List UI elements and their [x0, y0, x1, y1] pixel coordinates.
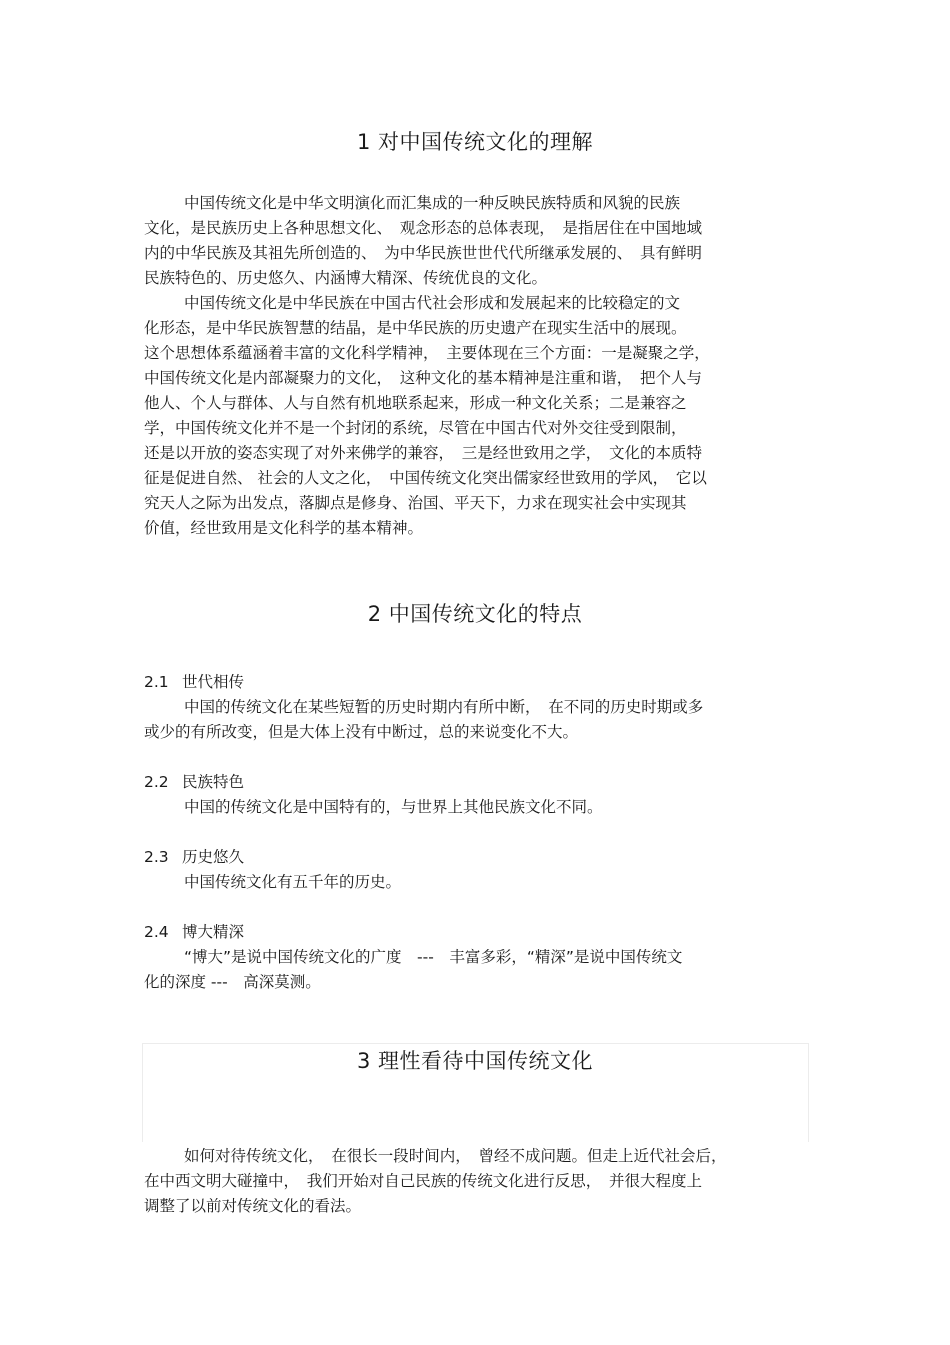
subsection-2-2-body — [144, 795, 809, 820]
paragraph-line: 民族特色的、历史悠久、内涵博大精深、传统优良的文化。 — [144, 269, 548, 287]
subsection-title: 民族特色 — [182, 773, 245, 791]
subsection-2-2-heading — [144, 770, 244, 795]
paragraph-line: 征是促进自然、 社会的人文之化， 中国传统文化突出儒家经世致用的学风， 它以 — [144, 469, 707, 487]
paragraph-line: 如何对待传统文化， 在很长一段时间内， 曾经不成问题。但走上近代社会后， — [184, 1147, 727, 1165]
subsection-title: 博大精深 — [182, 923, 245, 941]
paragraph-line: 他人、个人与群体、人与自然有机地联系起来，形成一种文化关系；二是兼容之 — [144, 394, 687, 412]
section-1-paragraph-1 — [144, 191, 809, 291]
paragraph-line: 中国传统文化是中华文明演化而汇集成的一种反映民族特质和风貌的民族 — [184, 194, 681, 212]
paragraph-line: 中国传统文化是内部凝聚力的文化， 这种文化的基本精神是注重和谐， 把个人与 — [144, 369, 703, 387]
paragraph-line: 中国的传统文化是中国特有的，与世界上其他民族文化不同。 — [184, 798, 603, 816]
subsection-2-1-body — [144, 695, 809, 745]
paragraph-line: 文化，是民族历史上各种思想文化、 观念形态的总体表现， 是指居住在中国地域 — [144, 219, 703, 237]
subsection-number: 2.3 — [144, 848, 169, 866]
section-2-title: 2 中国传统文化的特点 — [367, 602, 583, 626]
subsection-title: 世代相传 — [182, 673, 245, 691]
subsection-number: 2.2 — [144, 773, 169, 791]
paragraph-line: 化的深度 --- 高深莫测。 — [144, 973, 321, 991]
section-1-paragraph-2 — [144, 291, 809, 541]
subsection-2-4-body — [144, 945, 809, 995]
paragraph-line: 究天人之际为出发点，落脚点是修身、治国、平天下，力求在现实社会中实现其 — [144, 494, 687, 512]
section-3-title: 3 理性看待中国传统文化 — [356, 1049, 594, 1073]
subsection-2-3-body — [144, 870, 809, 895]
subsection-2-4-heading — [144, 920, 244, 945]
paragraph-line: “博大”是说中国传统文化的广度 --- 丰富多彩，“精深”是说中国传统文 — [184, 948, 683, 966]
paragraph-line: 还是以开放的姿态实现了对外来佛学的兼容， 三是经世致用之学， 文化的本质特 — [144, 444, 703, 462]
subsection-number: 2.1 — [144, 673, 169, 691]
paragraph-line: 中国传统文化有五千年的历史。 — [184, 873, 402, 891]
section-1-title: 1 对中国传统文化的理解 — [356, 130, 594, 154]
paragraph-line: 学，中国传统文化并不是一个封闭的系统，尽管在中国古代对外交往受到限制， — [144, 419, 687, 437]
paragraph-line: 调整了以前对传统文化的看法。 — [144, 1197, 362, 1215]
paragraph-line: 或少的有所改变，但是大体上没有中断过，总的来说变化不大。 — [144, 723, 579, 741]
paragraph-line: 中国的传统文化在某些短暂的历史时期内有所中断， 在不同的历史时期或多 — [184, 698, 704, 716]
subsection-number: 2.4 — [144, 923, 169, 941]
subsection-title: 历史悠久 — [182, 848, 245, 866]
subsection-2-3-heading — [144, 845, 244, 870]
paragraph-line: 内的中华民族及其祖先所创造的、 为中华民族世世代代所继承发展的、 具有鲜明 — [144, 244, 703, 262]
paragraph-line: 这个思想体系蕴涵着丰富的文化科学精神， 主要体现在三个方面：一是凝聚之学， — [144, 344, 710, 362]
paragraph-line: 中国传统文化是中华民族在中国古代社会形成和发展起来的比较稳定的文 — [184, 294, 681, 312]
section-3-paragraph-1 — [144, 1144, 809, 1219]
subsection-2-1-heading — [144, 670, 244, 695]
paragraph-line: 价值，经世致用是文化科学的基本精神。 — [144, 519, 424, 537]
paragraph-line: 在中西文明大碰撞中， 我们开始对自己民族的传统文化进行反思， 并很大程度上 — [144, 1172, 703, 1190]
paragraph-line: 化形态，是中华民族智慧的结晶，是中华民族的历史遗产在现实生活中的展现。 — [144, 319, 687, 337]
